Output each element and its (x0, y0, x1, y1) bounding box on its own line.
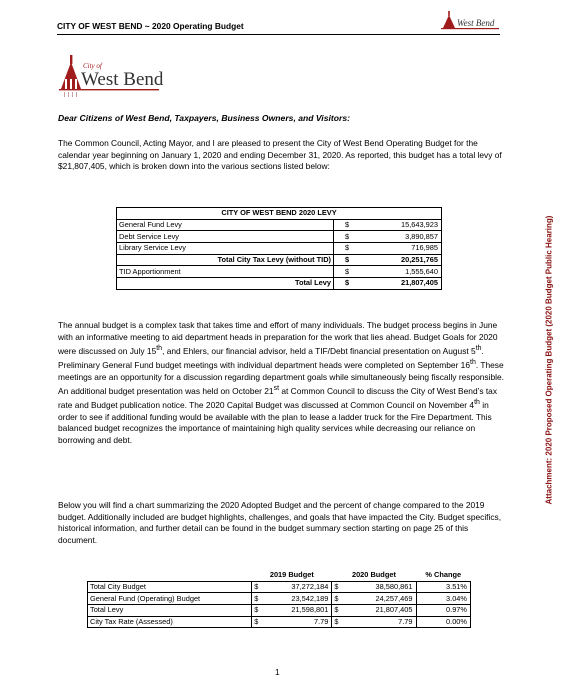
table-row (88, 581, 471, 593)
currency-sign: $ (252, 616, 267, 628)
levy-subtotal-label: Total City Tax Levy (without TID) (117, 254, 334, 266)
process-text: . These meetings are an opportunity for a discussion regarding department goals while simultaneously being fiscally responsible. An additional budget presentation was held on October 21 (58, 360, 504, 396)
ordinal-suffix: th (470, 359, 476, 367)
levy-table-title-row (117, 208, 442, 220)
currency-sign: $ (332, 605, 347, 617)
summary-paragraph: Below you will find a chart summarizing the 2020 Adopted Budget and the percent of change compared to the 2019 budget. Additionally included are budget highlights, challenges, and goals that have impacted the City. Budget specifics, historical information, and further detail can be found in the budget summary section starting on page 25 of this document. (58, 500, 502, 545)
table-row (88, 616, 471, 628)
table-row (117, 243, 442, 255)
process-text: at Common Council to discuss the City of West Bend’s tax rate and Budget publication notice. The 2020 Capital Budget was discussed at Common Council on November 4 (58, 385, 498, 411)
currency-sign: $ (252, 593, 267, 605)
process-text: . Preliminary General Fund budget meetings with individual department heads were completed on September 16 (58, 345, 484, 371)
header-logo (440, 9, 500, 31)
currency-sign: $ (332, 616, 347, 628)
logo-small-text: City of (83, 62, 102, 70)
ordinal-suffix: th (475, 345, 482, 352)
budget-row-label: General Fund (Operating) Budget (88, 593, 252, 605)
table-row (117, 254, 442, 266)
budget-change-value: 3.04% (416, 593, 470, 605)
courthouse-logo-icon (440, 9, 500, 31)
budget-2019-value: 23,542,189 (267, 593, 332, 605)
budget-row-label: Total Levy (88, 605, 252, 617)
budget-2020-value: 21,807,405 (347, 605, 416, 617)
header-logo-text: West Bend (457, 18, 495, 28)
process-text: in order to see if additional funding would be available with the plan to lease a ladder truck for the Fire Department. This balanced budget recognizes the importance of maintaining high quality services while decreasing our reliance on borrowing and debt. (58, 400, 492, 445)
budget-2020-value: 7.79 (347, 616, 416, 628)
currency-sign: $ (334, 254, 366, 266)
city-logo (59, 53, 169, 99)
levy-row-label: Library Service Levy (117, 243, 334, 255)
page-header (57, 6, 500, 35)
header-change: % Change (416, 570, 470, 581)
table-row (117, 266, 442, 278)
currency-sign: $ (334, 278, 366, 290)
currency-sign: $ (252, 605, 267, 617)
levy-table (116, 207, 442, 290)
budget-2019-value: 21,598,801 (267, 605, 332, 617)
table-row (117, 278, 442, 290)
budget-row-label: Total City Budget (88, 581, 252, 593)
table-row (88, 593, 471, 605)
budget-2019-value: 37,272,184 (267, 581, 332, 593)
table-row (117, 219, 442, 231)
budget-change-value: 3.51% (416, 581, 470, 593)
budget-change-value: 0.00% (416, 616, 470, 628)
header-title: CITY OF WEST BEND ~ 2020 Operating Budget (57, 21, 244, 31)
table-row (88, 605, 471, 617)
levy-row-amount: 3,890,857 (365, 231, 442, 243)
currency-sign: $ (334, 219, 366, 231)
budget-summary-table (87, 570, 471, 628)
table-row (117, 231, 442, 243)
salutation: Dear Citizens of West Bend, Taxpayers, Business Owners, and Visitors: (58, 113, 350, 123)
page-number: 1 (275, 667, 280, 677)
currency-sign: $ (332, 593, 347, 605)
ordinal-suffix: th (474, 399, 480, 407)
process-paragraph (58, 320, 508, 446)
levy-row-label: Debt Service Levy (117, 231, 334, 243)
ordinal-suffix: st (273, 385, 280, 393)
process-text: , and Ehlers, our financial advisor, held a TIF/Debt financial presentation on August 5 (162, 345, 476, 356)
currency-sign: $ (334, 231, 366, 243)
header-2019: 2019 Budget (252, 570, 332, 581)
levy-total-amount: 21,807,405 (365, 278, 442, 290)
levy-row-label: General Fund Levy (117, 219, 334, 231)
ordinal-suffix: th (156, 345, 163, 352)
side-attachment-text: Attachment: 2020 Proposed Operating Budget (2020 Budget Public Hearing) (544, 215, 554, 505)
currency-sign: $ (334, 266, 366, 278)
levy-total-label: Total Levy (117, 278, 334, 290)
currency-sign: $ (334, 243, 366, 255)
levy-row-amount: 1,555,640 (365, 266, 442, 278)
levy-row-amount: 716,985 (365, 243, 442, 255)
budget-2020-value: 24,257,469 (347, 593, 416, 605)
levy-subtotal-amount: 20,251,765 (365, 254, 442, 266)
logo-big-text: West Bend (81, 69, 164, 90)
currency-sign: $ (332, 581, 347, 593)
header-2020: 2020 Budget (332, 570, 416, 581)
budget-change-value: 0.97% (416, 605, 470, 617)
budget-row-label: City Tax Rate (Assessed) (88, 616, 252, 628)
header-blank (88, 570, 252, 581)
budget-2020-value: 38,580,861 (347, 581, 416, 593)
levy-row-label: TID Apportionment (117, 266, 334, 278)
courthouse-logo-icon (59, 53, 169, 99)
intro-paragraph: The Common Council, Acting Mayor, and I are pleased to present the City of West Bend Operating Budget for the calendar year beginning on January 1, 2020 and ending December 31, 2020. As reported, this budget has a total levy of $21,807,405, which is broken down into the various sections listed below: (58, 138, 502, 171)
levy-row-amount: 15,643,923 (365, 219, 442, 231)
budget-2019-value: 7.79 (267, 616, 332, 628)
process-text: The annual budget is a complex task that takes time and effort of many individuals. The budget process begins in June with an informative meeting to aid department heads in preparation for the work that lies ahead. Budget Goals for 2020 were discussed on July 15 (58, 320, 498, 356)
budget-table-header-row (88, 570, 471, 581)
levy-table-title: CITY OF WEST BEND 2020 LEVY (117, 208, 442, 220)
currency-sign: $ (252, 581, 267, 593)
